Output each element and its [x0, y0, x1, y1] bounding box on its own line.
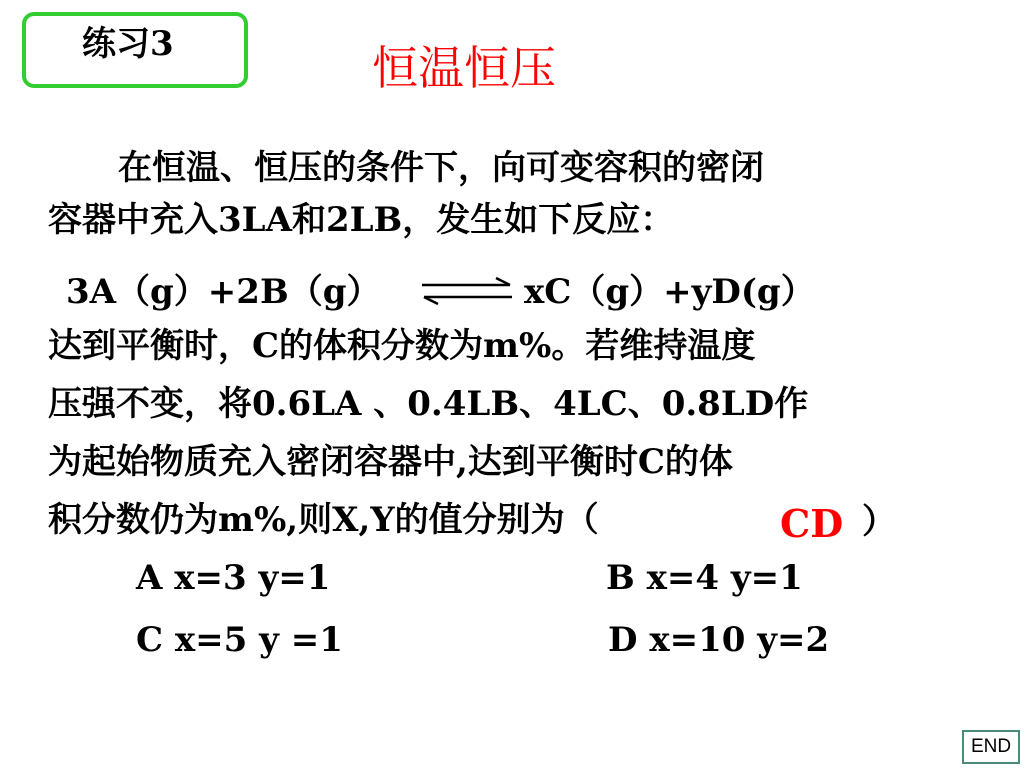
- option-a: A x=3 y=1: [136, 558, 331, 598]
- problem-line-1: 在恒温、恒压的条件下，向可变容积的密闭: [118, 148, 764, 188]
- end-button[interactable]: END: [962, 730, 1020, 764]
- equation-reactants: 3A（g）+2B（g）: [66, 272, 381, 312]
- closing-parenthesis: ）: [862, 502, 896, 542]
- exercise-label: 练习3: [82, 24, 174, 64]
- problem-line-4: 压强不变，将0.6LA 、0.4LB、4LC、0.8LD作: [48, 384, 809, 424]
- equation-products: xC（g）+yD(g）: [524, 272, 815, 312]
- problem-line-5: 为起始物质充入密闭容器中,达到平衡时C的体: [48, 442, 733, 482]
- option-c: C x=5 y =1: [136, 620, 343, 660]
- equilibrium-arrow-icon: [420, 276, 514, 306]
- problem-line-3: 达到平衡时，C的体积分数为m%。若维持温度: [48, 326, 756, 366]
- problem-line-2: 容器中充入3LA和2LB，发生如下反应：: [48, 200, 675, 240]
- slide-title: 恒温恒压: [372, 41, 556, 95]
- problem-line-6: 积分数仍为m%,则X,Y的值分别为（: [48, 500, 599, 540]
- option-b: B x=4 y=1: [606, 558, 803, 598]
- answer-text: CD: [780, 501, 844, 546]
- option-d: D x=10 y=2: [608, 620, 830, 660]
